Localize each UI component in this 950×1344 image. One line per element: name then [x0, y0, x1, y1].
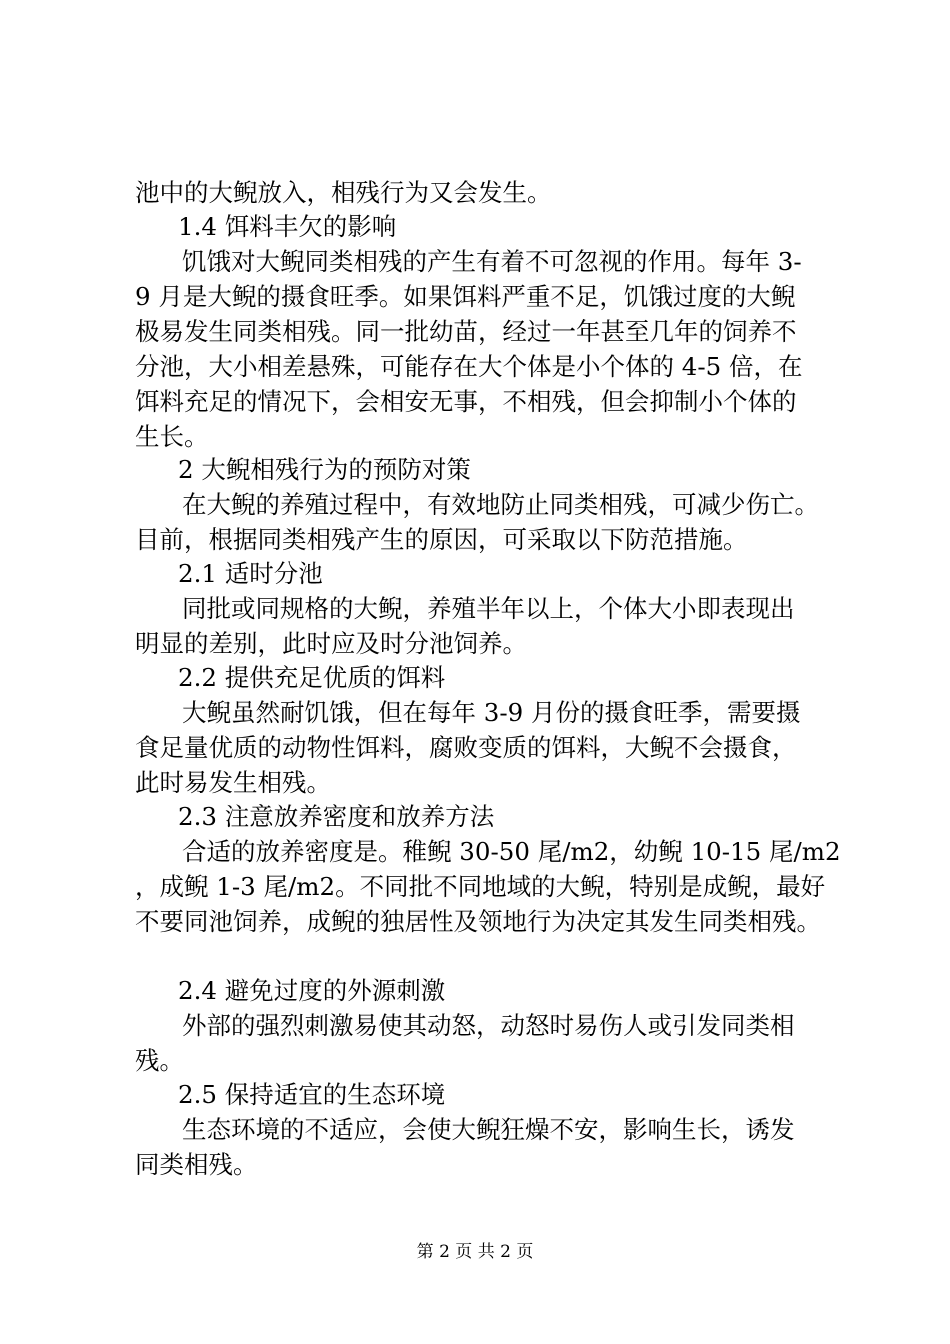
body-text-line: 不要同池饲养，成鲵的独居性及领地行为决定其发生同类相残。: [135, 907, 821, 936]
body-text-line: 在大鲵的养殖过程中，有效地防止同类相残，可减少伤亡。: [182, 490, 819, 519]
body-text-line: 残。: [135, 1046, 184, 1075]
body-text-line: 明显的差别，此时应及时分池饲养。: [135, 629, 527, 658]
body-text-line: 食足量优质的动物性饵料，腐败变质的饵料，大鲵不会摄食，: [135, 733, 797, 762]
body-text-line: 池中的大鲵放入，相残行为又会发生。: [135, 178, 552, 207]
section-heading: 2.2 提供充足优质的饵料: [178, 663, 446, 692]
body-text-line: 极易发生同类相残。同一批幼苗，经过一年甚至几年的饲养不: [135, 317, 797, 346]
body-text-line: 外部的强烈刺激易使其动怒，动怒时易伤人或引发同类相: [182, 1011, 795, 1040]
body-text-line: 生态环境的不适应，会使大鲵狂燥不安，影响生长，诱发: [182, 1115, 795, 1144]
body-text-line: 同批或同规格的大鲵，养殖半年以上，个体大小即表现出: [182, 594, 795, 623]
body-text-line: 饥饿对大鲵同类相残的产生有着不可忽视的作用。每年 3-: [182, 247, 802, 276]
section-heading: 2.4 避免过度的外源刺激: [178, 976, 446, 1005]
body-text-line: 9 月是大鲵的摄食旺季。如果饵料严重不足，饥饿过度的大鲵: [135, 282, 796, 311]
section-heading: 2 大鲵相残行为的预防对策: [178, 455, 471, 484]
section-heading: 2.3 注意放养密度和放养方法: [178, 802, 495, 831]
body-text-line: ，成鲵 1-3 尾/m2。不同批不同地域的大鲵，特别是成鲵，最好: [135, 872, 826, 901]
body-text-line: 合适的放养密度是。稚鲵 30-50 尾/m2，幼鲵 10-15 尾/m2: [182, 837, 841, 866]
section-heading: 2.1 适时分池: [178, 559, 323, 588]
section-heading: 1.4 饵料丰欠的影响: [178, 212, 397, 241]
section-heading: 2.5 保持适宜的生态环境: [178, 1080, 446, 1109]
body-text-line: 大鲵虽然耐饥饿，但在每年 3-9 月份的摄食旺季，需要摄: [182, 698, 801, 727]
body-text-line: 生长。: [135, 422, 209, 451]
body-text-line: 分池，大小相差悬殊，可能存在大个体是小个体的 4-5 倍，在: [135, 352, 803, 381]
page-footer: 第 2 页 共 2 页: [416, 1242, 534, 1262]
body-text-line: 同类相残。: [135, 1150, 258, 1179]
body-text-line: 目前，根据同类相残产生的原因，可采取以下防范措施。: [135, 525, 748, 554]
body-text-line: 此时易发生相残。: [135, 768, 331, 797]
body-text-line: 饵料充足的情况下，会相安无事，不相残，但会抑制小个体的: [135, 387, 797, 416]
